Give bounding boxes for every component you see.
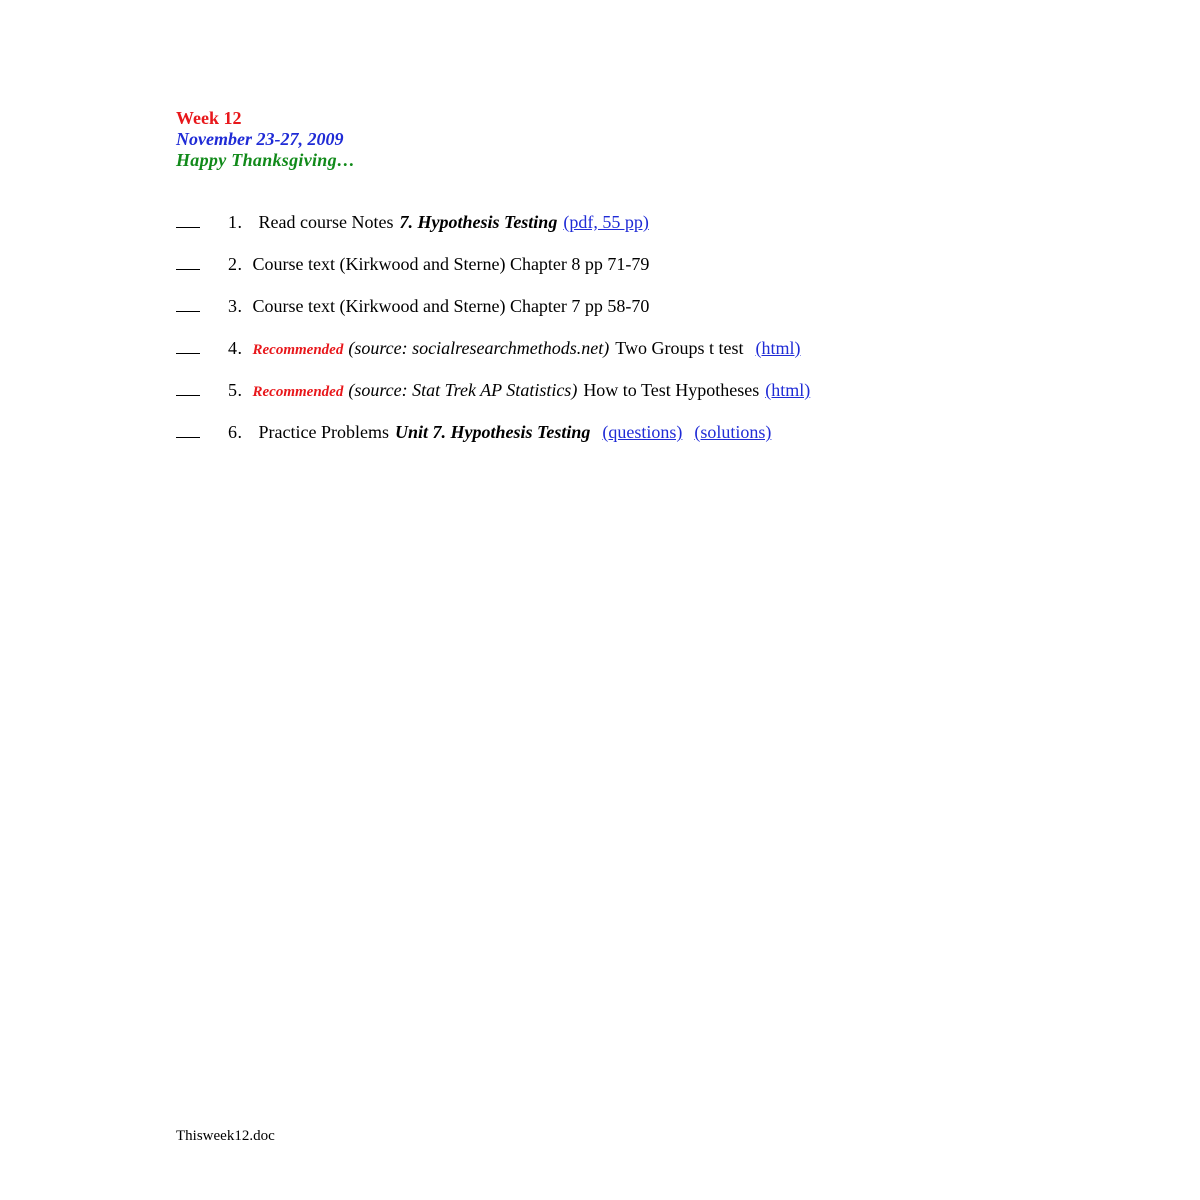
item-text: Practice Problems (258, 422, 389, 442)
checkbox-blank (176, 213, 200, 228)
item-number: 4. (228, 338, 243, 358)
pdf-link[interactable]: (pdf, 55 pp) (563, 212, 649, 232)
item-text: Read course Notes (258, 212, 394, 232)
html-link[interactable]: (html) (755, 338, 801, 358)
checkbox-blank (176, 297, 200, 312)
checkbox-blank (176, 339, 200, 354)
questions-link[interactable]: (questions) (602, 422, 683, 442)
list-item-6 (176, 422, 771, 448)
date-range: November 23-27, 2009 (176, 129, 344, 149)
item-text: Two Groups t test (615, 338, 744, 358)
week-title: Week 12 (176, 108, 242, 128)
item-number: 3. (228, 296, 243, 316)
checkbox-blank (176, 255, 200, 270)
list-item-1 (176, 212, 649, 238)
list-item-2 (176, 254, 649, 280)
item-emphasis: Unit 7. Hypothesis Testing (394, 422, 591, 442)
item-number: 6. (228, 422, 243, 442)
item-text: Course text (Kirkwood and Sterne) Chapter 7 pp 58-70 (252, 296, 650, 316)
list-item-4 (176, 338, 801, 364)
html-link[interactable]: (html) (765, 380, 811, 400)
item-number: 2. (228, 254, 243, 274)
checkbox-blank (176, 423, 200, 438)
item-source: (source: socialresearchmethods.net) (348, 338, 610, 358)
greeting: Happy Thanksgiving… (176, 150, 356, 170)
solutions-link[interactable]: (solutions) (694, 422, 772, 442)
item-source: (source: Stat Trek AP Statistics) (348, 380, 578, 400)
recommended-tag: Recommended (252, 342, 344, 358)
item-text: How to Test Hypotheses (583, 380, 760, 400)
checkbox-blank (176, 381, 200, 396)
list-item-5 (176, 380, 810, 406)
item-text: Course text (Kirkwood and Sterne) Chapter 8 pp 71-79 (252, 254, 650, 274)
document-header (176, 108, 355, 171)
footer-filename: Thisweek12.doc (176, 1128, 275, 1144)
recommended-tag: Recommended (252, 384, 344, 400)
item-number: 1. (228, 212, 243, 232)
item-emphasis: 7. Hypothesis Testing (399, 212, 558, 232)
item-number: 5. (228, 380, 243, 400)
list-item-3 (176, 296, 649, 322)
